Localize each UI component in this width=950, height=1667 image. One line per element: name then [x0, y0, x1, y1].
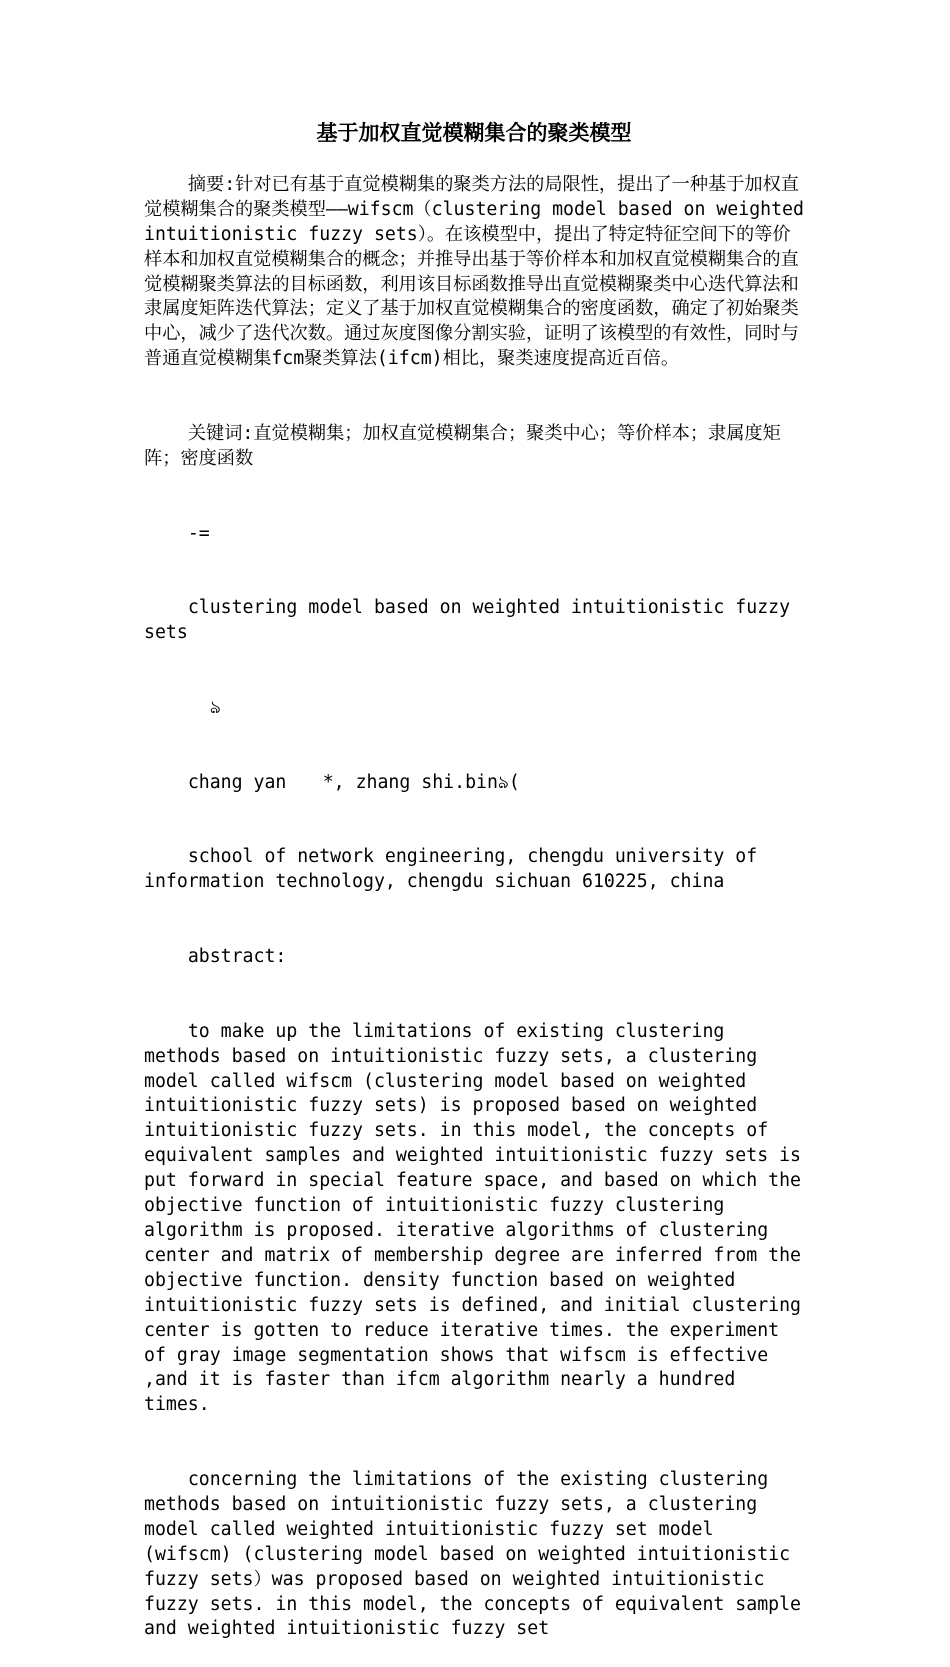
- english-title-text: clustering model based on weighted intuitionistic fuzzy sets: [144, 597, 802, 644]
- concerning-paragraph: [144, 1443, 812, 1667]
- symbol-text: -=: [187, 522, 210, 544]
- authors: [144, 746, 804, 821]
- abstract-english: [144, 995, 812, 1443]
- affiliation: [144, 820, 804, 920]
- abstract-chinese: [144, 148, 815, 397]
- concerning-paragraph-text: concerning the limitations of the existing clustering methods based on intuitionistic fuzzy sets, a clustering model called weighted intuitionistic fuzzy set model (wifscm) (clustering model based on weighted intuitionistic fuzzy sets）was proposed based on weighted intuitionistic fuzzy sets. in this model, the concepts of equivalent sample and weighted intuitionistic fuzzy set: [144, 1469, 812, 1640]
- abstract-chinese-text: 摘要:针对已有基于直觉模糊集的聚类方法的局限性，提出了一种基于加权直觉模糊集合的聚类模型——wifscm（clustering model based on weighted intuitionistic fuzzy sets）。在该模型中，提出了特定特征空间下的等价样本和加权直觉模糊集合的概念；并推导出基于等价样本和加权直觉模糊集合的直觉模糊聚类算法的目标函数，利用该目标函数推导出直觉模糊聚类中心迭代算法和隶属度矩阵迭代算法；定义了基于加权直觉模糊集合的密度函数，确定了初始聚类中心，减少了迭代次数。通过灰度图像分割实验，证明了该模型的有效性，同时与普通直觉模糊集fcm聚类算法(ifcm)相比，聚类速度提高近百倍。: [144, 173, 815, 370]
- document-title: 基于加权直觉模糊集合的聚类模型: [316, 120, 632, 145]
- keywords-chinese-text: 关键词:直觉模糊集；加权直觉模糊集合；聚类中心；等价样本；隶属度矩阵；密度函数: [144, 422, 781, 469]
- authors-text: chang yan *, zhang shi.binঌ(: [187, 771, 520, 793]
- abstract-label-text: abstract:: [187, 946, 287, 967]
- abstract-label: [144, 920, 804, 995]
- document-page: [144, 118, 815, 1667]
- abstract-english-text: to make up the limitations of existing clustering methods based on intuitionistic fuzzy sets, a clustering model called wifscm (clustering model based on weighted intuitionistic fuzzy sets) is proposed based on weighted intuitionistic fuzzy sets. in this model, the concepts of equivalent samples and weighted intuitionistic fuzzy sets is put forward in special feature space, and based on which the objective function of intuitionistic fuzzy clustering algorithm is proposed. iterative algorithms of clustering center and matrix of membership degree are inferred from the objective function. density function based on weighted intuitionistic fuzzy sets is defined, and initial clustering center is gotten to reduce iterative times. the experiment of gray image segmentation shows that wifscm is effective ,and it is faster than ifcm algorithm nearly a hundred times.: [144, 1020, 812, 1416]
- symbol-line: [144, 497, 804, 572]
- english-title: [144, 571, 804, 671]
- keywords-chinese: [144, 397, 804, 497]
- affiliation-text: school of network engineering, chengdu university of information technology, chengdu sichuan 610225, china: [144, 846, 769, 893]
- glyph-text: ঌ: [209, 696, 221, 718]
- glyph-line: [144, 671, 804, 746]
